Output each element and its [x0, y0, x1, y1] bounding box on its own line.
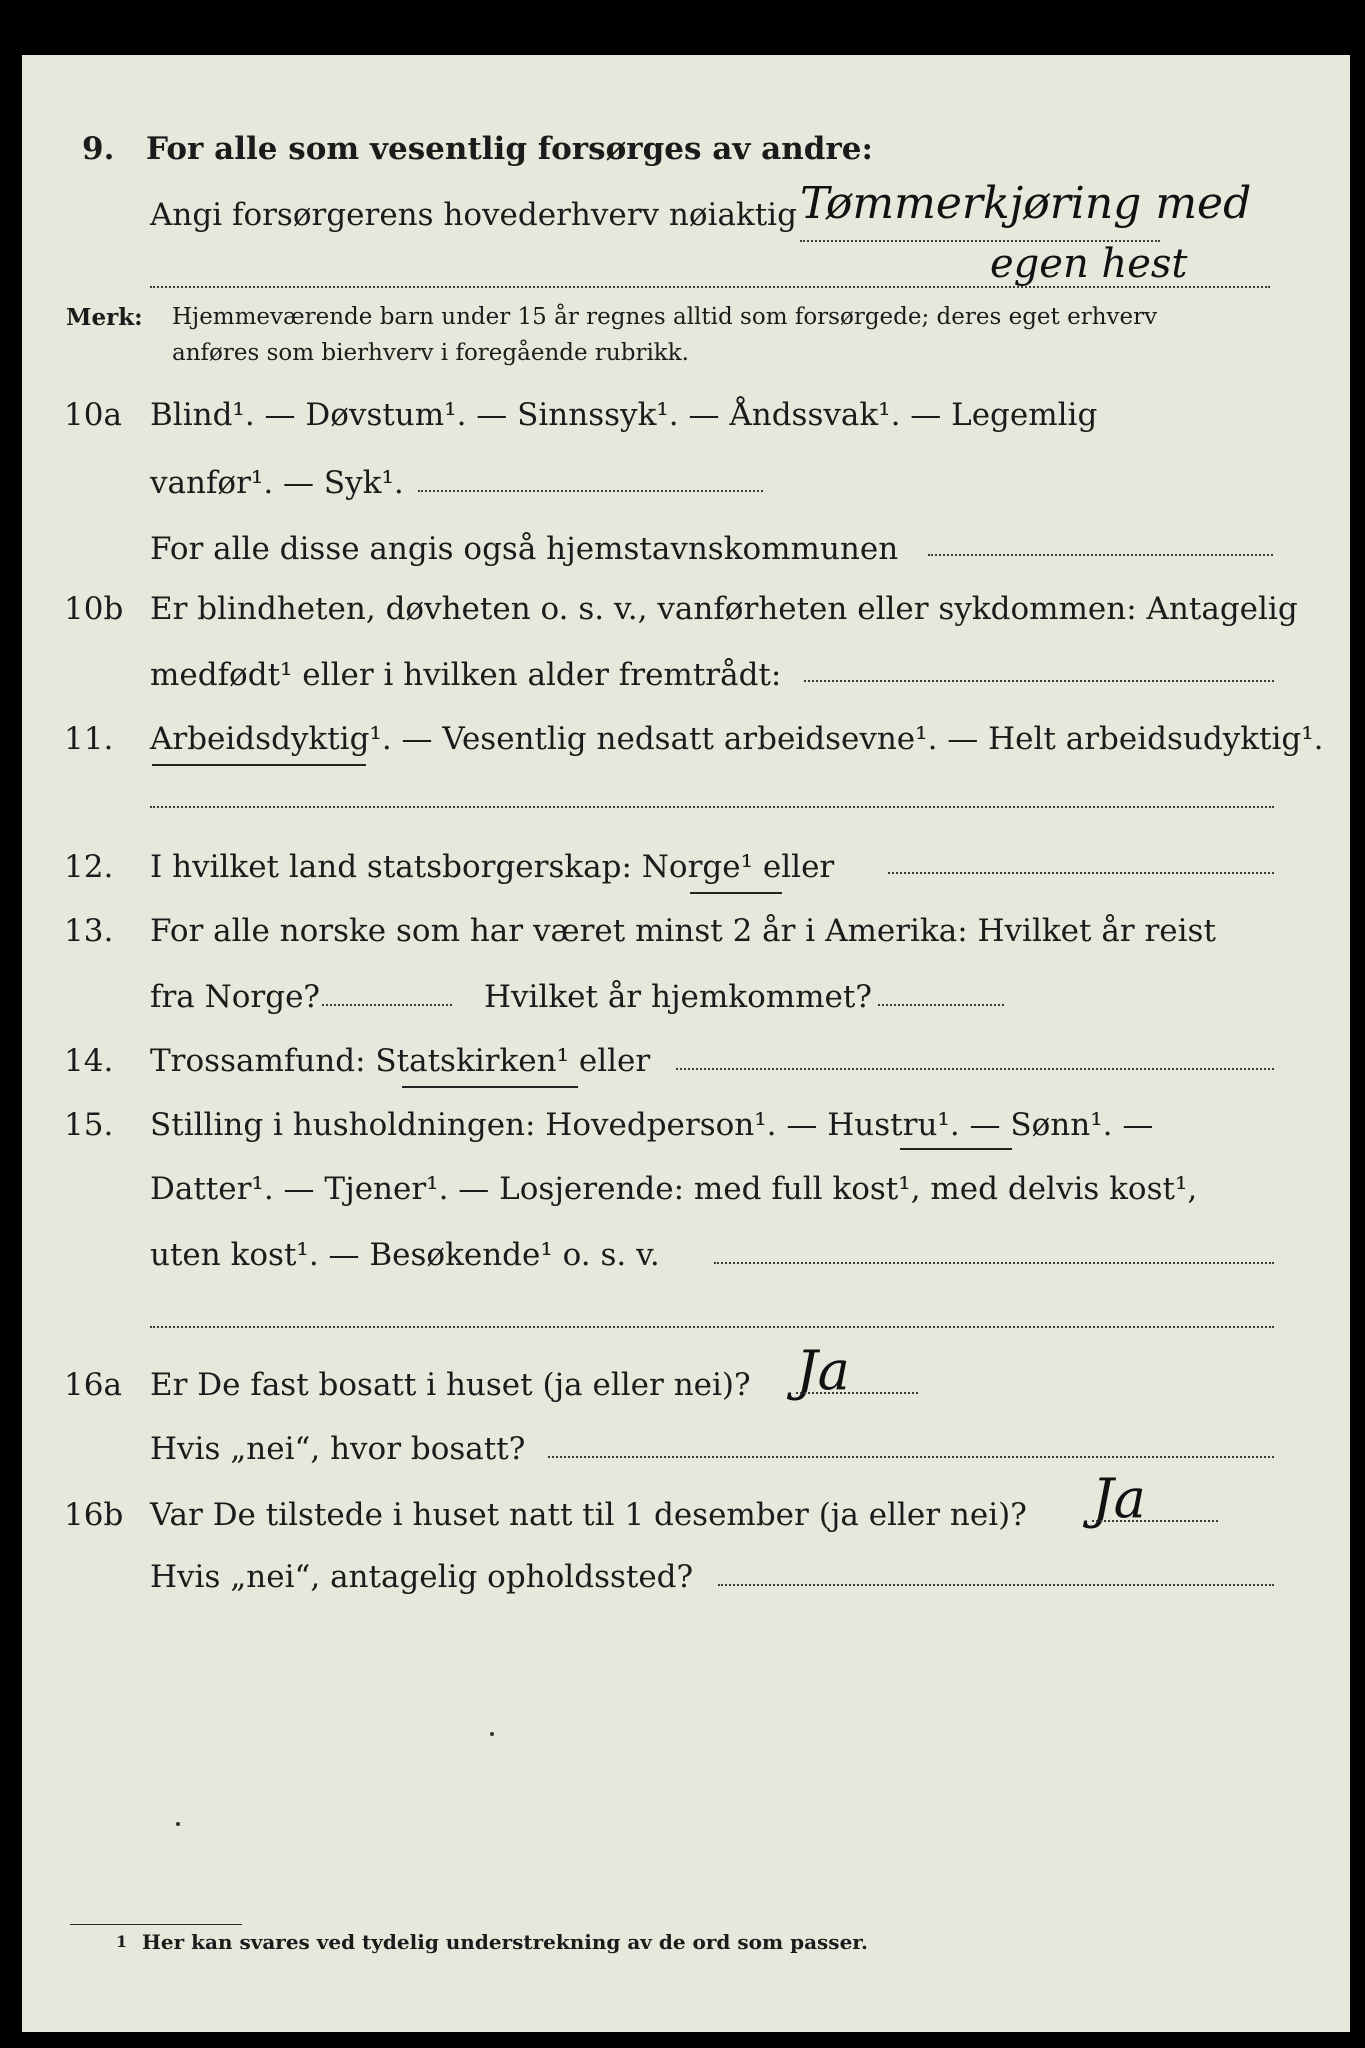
q10b-line-1: Er blindheten, døvheten o. s. v., vanførheten eller sykdommen: Antagelig: [150, 591, 1298, 627]
q15-line-1: [150, 1107, 1154, 1143]
q15-number: 15.: [64, 1107, 114, 1143]
q16b-number: 16b: [64, 1497, 124, 1533]
q10a-line-1: Blind¹. — Døvstum¹. — Sinnssyk¹. — Åndssvak¹. — Legemlig: [150, 397, 1098, 433]
q9-answer-line-2: [150, 286, 1270, 288]
q13-line-2a: fra Norge?: [150, 979, 321, 1015]
q15-option-hustru: Hustru: [827, 1107, 938, 1143]
q10a-kommune-line: [928, 554, 1273, 556]
q14-underline-mark: [402, 1086, 578, 1088]
q16b-line-1: Var De tilstede i huset natt til 1 desember (ja eller nei)?: [150, 1497, 1027, 1533]
q15-stilling-line: [714, 1262, 1274, 1264]
q16b-line-2: Hvis „nei“, antagelig opholdssted?: [150, 1559, 694, 1595]
q13-line-1: For alle norske som har været minst 2 år i Amerika: Hvilket år reist: [150, 913, 1216, 949]
q15-underline-mark: [900, 1148, 1012, 1150]
footnote-text: Her kan svares ved tydelig understrekning av de ord som passer.: [142, 1930, 868, 1954]
q16a-handwritten-answer: Ja: [796, 1339, 850, 1402]
q16a-number: 16a: [64, 1367, 122, 1403]
q9-prompt: Angi forsørgerens hovederhverv nøiaktig: [150, 197, 797, 233]
ink-speck: [490, 1732, 494, 1736]
q11-number: 11.: [64, 721, 114, 757]
q16b-answer-line: [1092, 1520, 1218, 1522]
q16a-bosatt-line: [548, 1456, 1274, 1458]
q9-handwritten-answer-2: egen hest: [990, 241, 1188, 287]
merk-label: Merk:: [66, 304, 143, 331]
footnote-rule: [70, 1924, 242, 1925]
q15-answer-line: [150, 1326, 1274, 1328]
q13-line-2b: Hvilket år hjemkommet?: [484, 979, 872, 1015]
q10b-alder-line: [804, 680, 1274, 682]
q10a-syk-line: [418, 490, 763, 492]
q9-handwritten-answer-1: Tømmerkjøring med: [800, 178, 1252, 229]
q16b-opholdssted-line: [718, 1584, 1274, 1586]
q12-option-norge: Norge: [641, 849, 741, 885]
q11-line: [150, 721, 1324, 757]
q14-prefix: Trossamfund:: [150, 1043, 366, 1079]
q14-suffix: ¹ eller: [556, 1043, 651, 1079]
q9-number: 9.: [82, 131, 115, 167]
q14-option-statskirken: Statskirken: [375, 1043, 557, 1079]
q12-country-line: [888, 872, 1274, 874]
q12-prefix: I hvilket land statsborgerskap:: [150, 849, 632, 885]
q15-line-1a: Stilling i husholdningen: Hovedperson¹. —: [150, 1107, 818, 1143]
merk-line-2: anføres som bierhverv i foregående rubrikk.: [172, 340, 689, 366]
q15-line-1b: ¹. — Sønn¹. —: [937, 1107, 1154, 1143]
q9-title: For alle som vesentlig forsørges av andre:: [146, 131, 873, 167]
q13-hjemkommet-line: [878, 1004, 1004, 1006]
q14-number: 14.: [64, 1043, 114, 1079]
merk-line-1: Hjemmeværende barn under 15 år regnes alltid som forsørgede; deres eget erhverv: [172, 304, 1158, 330]
q10a-line-3: For alle disse angis også hjemstavnskommunen: [150, 531, 899, 567]
q15-line-3: uten kost¹. — Besøkende¹ o. s. v.: [150, 1237, 660, 1273]
q11-underline-mark: [152, 764, 366, 766]
q15-line-2: Datter¹. — Tjener¹. — Losjerende: med full kost¹, med delvis kost¹,: [150, 1171, 1198, 1207]
q10a-line-2: vanfør¹. — Syk¹.: [150, 465, 404, 501]
q16a-answer-line: [796, 1392, 918, 1394]
q16b-handwritten-answer: Ja: [1092, 1467, 1146, 1530]
q12-number: 12.: [64, 849, 114, 885]
q12-suffix: ¹ eller: [740, 849, 835, 885]
q16a-line-1: Er De fast bosatt i huset (ja eller nei)?: [150, 1367, 751, 1403]
q10b-line-2: medfødt¹ eller i hvilken alder fremtrådt:: [150, 657, 782, 693]
q10b-number: 10b: [64, 591, 124, 627]
q14-trossamfund-line: [676, 1068, 1274, 1070]
q14-line: [150, 1043, 651, 1079]
q11-option-arbeidsdyktig: Arbeidsdyktig: [150, 721, 370, 757]
q11-answer-line: [150, 806, 1274, 808]
footnote-mark: 1: [116, 1932, 128, 1951]
ink-speck: [176, 1822, 180, 1826]
q13-number: 13.: [64, 913, 114, 949]
q16a-line-2: Hvis „nei“, hvor bosatt?: [150, 1431, 526, 1467]
q10a-number: 10a: [64, 397, 122, 433]
q13-reist-line: [322, 1004, 452, 1006]
q11-rest: ¹. — Vesentlig nedsatt arbeidsevne¹. — Helt arbeidsudyktig¹.: [369, 721, 1324, 757]
q12-underline-mark: [690, 892, 782, 894]
q12-line: [150, 849, 835, 885]
